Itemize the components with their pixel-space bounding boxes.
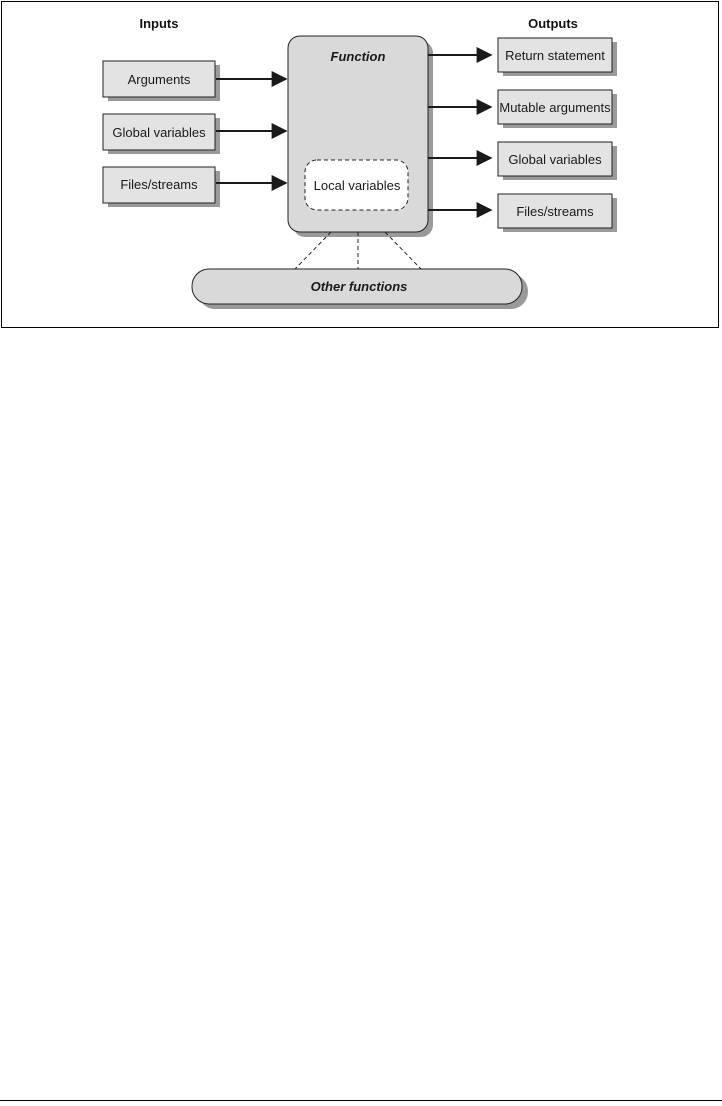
function-box (288, 36, 433, 237)
dashed-connector (295, 232, 331, 269)
output-label: Mutable arguments (499, 100, 611, 115)
figure-frame (1, 1, 719, 328)
output-box-global-variables (498, 142, 617, 180)
input-box-global-variables (103, 114, 220, 154)
function-io-diagram (2, 2, 720, 329)
inputs-heading: Inputs (139, 16, 179, 31)
other-functions-box (192, 269, 528, 309)
outputs-heading: Outputs (528, 16, 578, 31)
input-label: Global variables (112, 125, 206, 140)
input-box-files-streams (103, 167, 220, 207)
page-bottom-rule (0, 1100, 722, 1101)
input-box-arguments (103, 61, 220, 101)
output-box-return-statement (498, 38, 617, 76)
output-label: Global variables (508, 152, 602, 167)
output-label: Files/streams (516, 204, 594, 219)
input-label: Arguments (127, 72, 191, 87)
function-title: Function (330, 49, 386, 64)
input-label: Files/streams (120, 177, 198, 192)
local-variables-label: Local variables (313, 178, 401, 193)
other-functions-label: Other functions (310, 279, 408, 294)
dashed-connector (385, 232, 421, 269)
output-label: Return statement (505, 48, 605, 63)
output-box-mutable-arguments (498, 90, 617, 128)
output-box-files-streams (498, 194, 617, 232)
